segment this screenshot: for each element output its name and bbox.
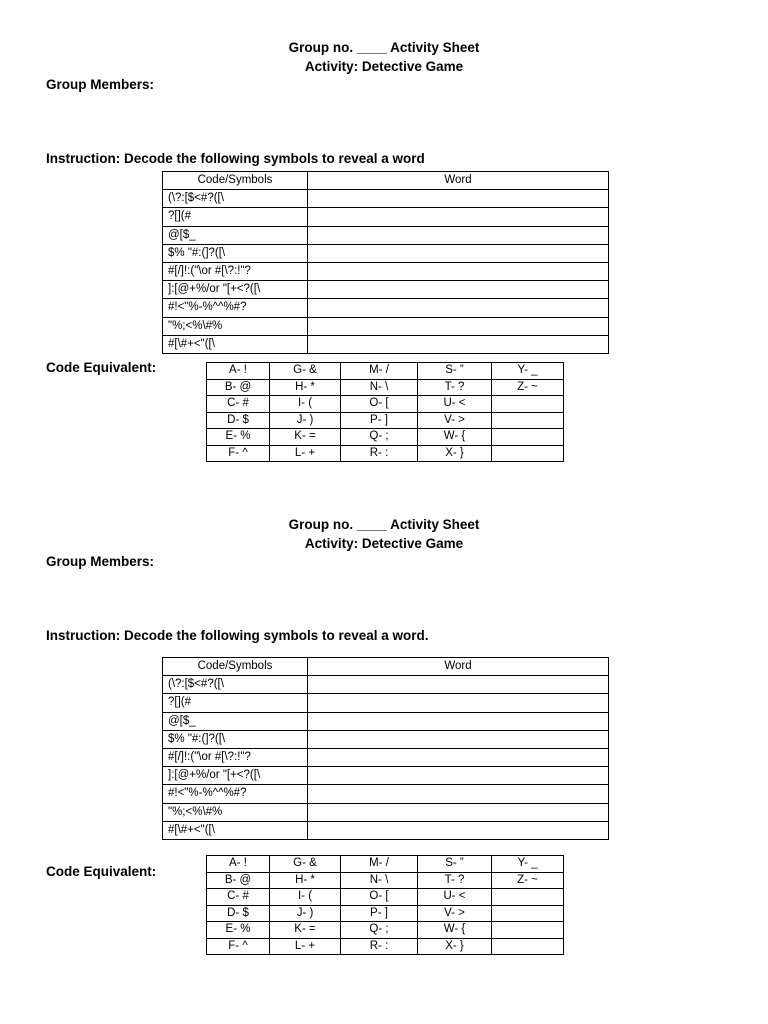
code-cell: K- = xyxy=(270,429,341,446)
code-cell xyxy=(492,922,564,939)
code-cell: U- < xyxy=(418,396,492,413)
worksheet-row xyxy=(163,694,609,712)
worksheet-header-row xyxy=(163,658,609,676)
code-cell: M- / xyxy=(341,856,418,873)
word-answer-cell[interactable] xyxy=(308,694,609,712)
worksheet-row xyxy=(163,190,609,208)
code-cell: ]:[@+%/or "[+<?([\ xyxy=(163,767,308,785)
code-row xyxy=(207,429,564,446)
code-cell: S- ” xyxy=(418,856,492,873)
code-cell: Y- _ xyxy=(492,363,564,380)
worksheet-table xyxy=(162,171,609,354)
word-answer-cell[interactable] xyxy=(308,335,609,353)
code-cell: M- / xyxy=(341,363,418,380)
worksheet-row xyxy=(163,281,609,299)
code-cell: ]:[@+%/or "[+<?([\ xyxy=(163,281,308,299)
code-row xyxy=(207,938,564,955)
code-cell: $% "#:(]?([\ xyxy=(163,730,308,748)
code-cell: O- [ xyxy=(341,889,418,906)
worksheet-row xyxy=(163,785,609,803)
code-cell xyxy=(492,889,564,906)
code-cell: #[/]!:("\or #[\?:!"? xyxy=(163,748,308,766)
code-cell: R- : xyxy=(341,445,418,462)
group-members-label: Group Members: xyxy=(46,77,155,92)
word-answer-cell[interactable] xyxy=(308,244,609,262)
worksheet-row xyxy=(163,676,609,694)
word-answer-cell[interactable] xyxy=(308,785,609,803)
code-cell: F- ^ xyxy=(207,938,270,955)
activity-title: Activity: Detective Game xyxy=(304,536,464,551)
code-cell: J- ) xyxy=(270,905,341,922)
word-answer-cell[interactable] xyxy=(308,208,609,226)
code-cell xyxy=(492,905,564,922)
code-cell: E- % xyxy=(207,922,270,939)
word-answer-cell[interactable] xyxy=(308,190,609,208)
code-cell: ?[](# xyxy=(163,694,308,712)
code-row xyxy=(207,872,564,889)
code-cell: Z- ~ xyxy=(492,872,564,889)
code-cell xyxy=(492,429,564,446)
worksheet-row xyxy=(163,730,609,748)
code-row xyxy=(207,856,564,873)
code-cell: F- ^ xyxy=(207,445,270,462)
code-cell xyxy=(492,445,564,462)
code-equivalent-label: Code Equivalent: xyxy=(46,360,157,375)
column-header-word: Word xyxy=(308,658,609,676)
code-cell: #!<"%-%^^%#? xyxy=(163,785,308,803)
code-equivalent-label: Code Equivalent: xyxy=(46,864,157,879)
code-cell: X- } xyxy=(418,445,492,462)
worksheet-row xyxy=(163,821,609,839)
code-cell: W- { xyxy=(418,429,492,446)
column-header-word: Word xyxy=(308,172,609,190)
code-cell: C- # xyxy=(207,396,270,413)
code-cell: J- ) xyxy=(270,412,341,429)
code-equivalent-table xyxy=(206,855,564,955)
code-cell: "%;<%\#% xyxy=(163,317,308,335)
worksheet-row xyxy=(163,262,609,280)
code-cell: $% "#:(]?([\ xyxy=(163,244,308,262)
code-cell: O- [ xyxy=(341,396,418,413)
activity-sheet-2 xyxy=(0,477,768,954)
code-cell: U- < xyxy=(418,889,492,906)
group-members-label: Group Members: xyxy=(46,554,155,569)
code-cell: V- > xyxy=(418,905,492,922)
code-cell: Z- ~ xyxy=(492,379,564,396)
word-answer-cell[interactable] xyxy=(308,748,609,766)
code-cell: K- = xyxy=(270,922,341,939)
instruction-text: Instruction: Decode the following symbols to reveal a word xyxy=(46,151,425,166)
code-cell: B- @ xyxy=(207,872,270,889)
worksheet-row xyxy=(163,226,609,244)
code-cell: D- $ xyxy=(207,905,270,922)
code-cell: #!<"%-%^^%#? xyxy=(163,299,308,317)
code-cell: G- & xyxy=(270,856,341,873)
code-cell: #[/]!:("\or #[\?:!"? xyxy=(163,262,308,280)
code-cell: W- { xyxy=(418,922,492,939)
worksheet-row xyxy=(163,803,609,821)
activity-sheet-1 xyxy=(0,0,768,477)
word-answer-cell[interactable] xyxy=(308,821,609,839)
code-cell: X- } xyxy=(418,938,492,955)
code-cell: A- ! xyxy=(207,856,270,873)
word-answer-cell[interactable] xyxy=(308,317,609,335)
code-cell xyxy=(492,412,564,429)
code-cell: #[\#+<"([\ xyxy=(163,335,308,353)
word-answer-cell[interactable] xyxy=(308,262,609,280)
worksheet-row xyxy=(163,335,609,353)
code-cell: #[\#+<"([\ xyxy=(163,821,308,839)
code-cell: L- + xyxy=(270,938,341,955)
code-row xyxy=(207,396,564,413)
code-cell: Y- _ xyxy=(492,856,564,873)
instruction-text: Instruction: Decode the following symbols to reveal a word. xyxy=(46,628,429,643)
code-cell: N- \ xyxy=(341,872,418,889)
worksheet-row xyxy=(163,317,609,335)
code-cell: C- # xyxy=(207,889,270,906)
code-cell: H- * xyxy=(270,379,341,396)
worksheet-row xyxy=(163,748,609,766)
code-cell: Q- ; xyxy=(341,429,418,446)
code-equivalent-table xyxy=(206,362,564,462)
worksheet-row xyxy=(163,712,609,730)
word-answer-cell[interactable] xyxy=(308,676,609,694)
sheet-title: Group no. ____ Activity Sheet xyxy=(288,517,480,532)
code-row xyxy=(207,412,564,429)
worksheet-header-row xyxy=(163,172,609,190)
column-header-code: Code/Symbols xyxy=(163,172,308,190)
code-cell: N- \ xyxy=(341,379,418,396)
word-answer-cell[interactable] xyxy=(308,803,609,821)
code-cell: P- ] xyxy=(341,905,418,922)
code-row xyxy=(207,922,564,939)
sheet-title: Group no. ____ Activity Sheet xyxy=(288,40,480,55)
code-cell xyxy=(492,396,564,413)
code-cell: V- > xyxy=(418,412,492,429)
code-cell: P- ] xyxy=(341,412,418,429)
code-row xyxy=(207,889,564,906)
word-answer-cell[interactable] xyxy=(308,730,609,748)
word-answer-cell[interactable] xyxy=(308,281,609,299)
word-answer-cell[interactable] xyxy=(308,767,609,785)
worksheet-table xyxy=(162,657,609,840)
code-cell xyxy=(492,938,564,955)
worksheet-row xyxy=(163,208,609,226)
word-answer-cell[interactable] xyxy=(308,226,609,244)
code-row xyxy=(207,363,564,380)
code-cell: A- ! xyxy=(207,363,270,380)
worksheet-row xyxy=(163,244,609,262)
word-answer-cell[interactable] xyxy=(308,299,609,317)
code-cell: R- : xyxy=(341,938,418,955)
word-answer-cell[interactable] xyxy=(308,712,609,730)
code-cell: T- ? xyxy=(418,379,492,396)
code-cell: H- * xyxy=(270,872,341,889)
code-row xyxy=(207,445,564,462)
code-cell: (\?:[$<#?([\ xyxy=(163,190,308,208)
code-cell: L- + xyxy=(270,445,341,462)
code-row xyxy=(207,379,564,396)
code-cell: D- $ xyxy=(207,412,270,429)
code-cell: "%;<%\#% xyxy=(163,803,308,821)
code-cell: @[$_ xyxy=(163,226,308,244)
code-cell: B- @ xyxy=(207,379,270,396)
code-row xyxy=(207,905,564,922)
worksheet-row xyxy=(163,767,609,785)
code-cell: I- ( xyxy=(270,889,341,906)
code-cell: I- ( xyxy=(270,396,341,413)
activity-title: Activity: Detective Game xyxy=(304,59,464,74)
code-cell: @[$_ xyxy=(163,712,308,730)
code-cell: ?[](# xyxy=(163,208,308,226)
code-cell: E- % xyxy=(207,429,270,446)
code-cell: Q- ; xyxy=(341,922,418,939)
worksheet-row xyxy=(163,299,609,317)
code-cell: T- ? xyxy=(418,872,492,889)
code-cell: (\?:[$<#?([\ xyxy=(163,676,308,694)
code-cell: S- ” xyxy=(418,363,492,380)
code-cell: G- & xyxy=(270,363,341,380)
column-header-code: Code/Symbols xyxy=(163,658,308,676)
